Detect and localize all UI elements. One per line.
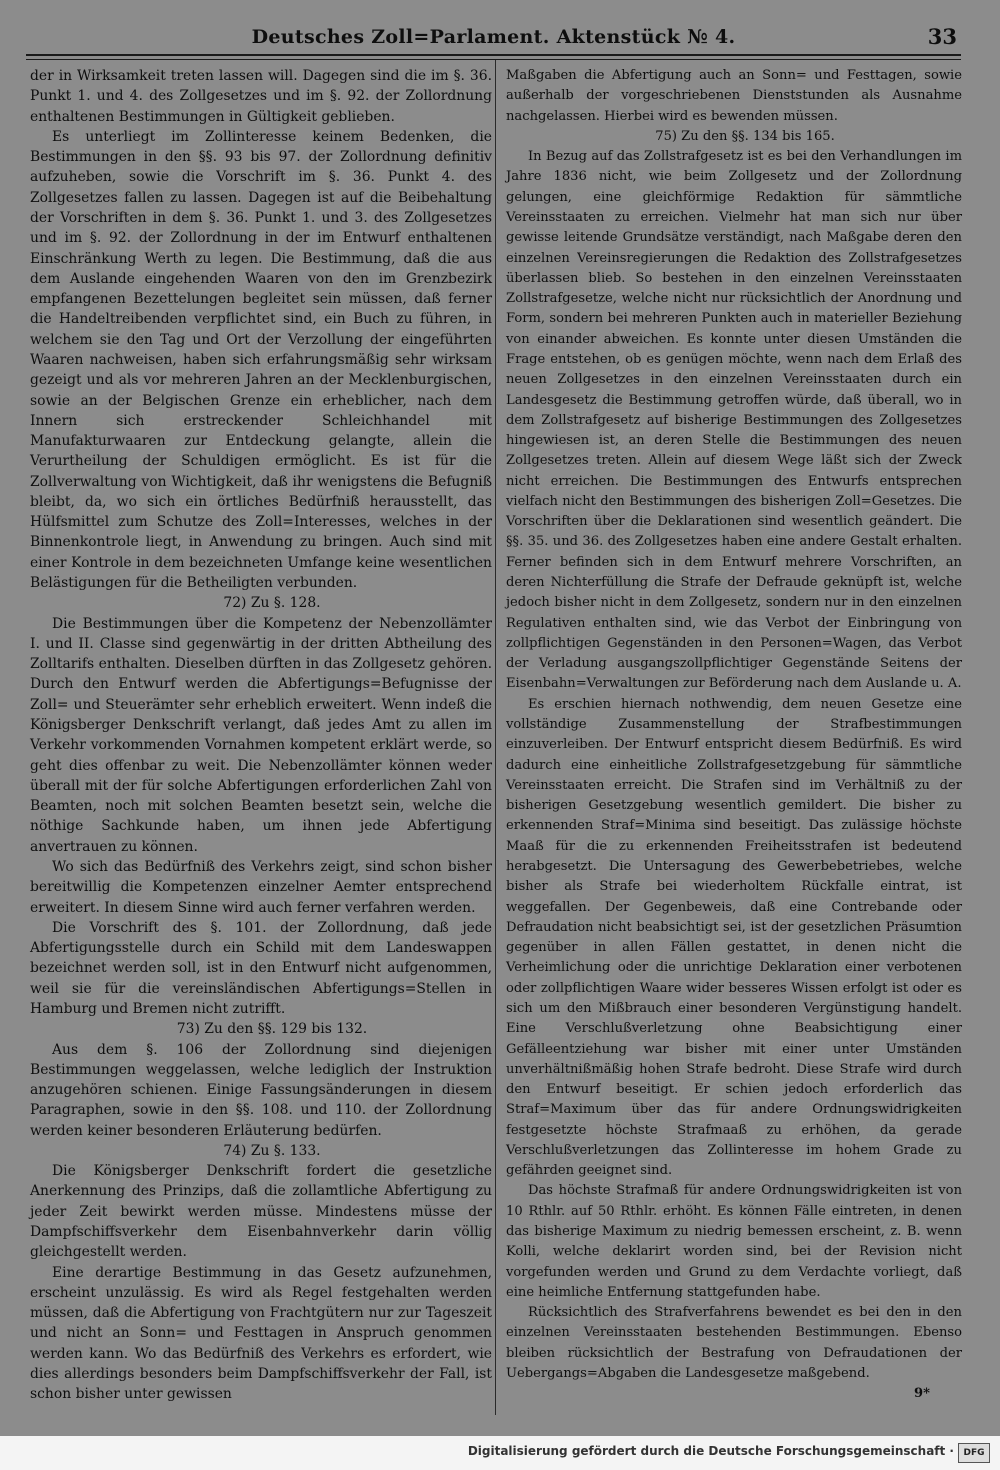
- paragraph: Aus dem §. 106 der Zollordnung sind diejenigen Bestimmungen weggelassen, welche lediglich der Instruktion anzugehören schienen. Einige Fassungsänderungen in diesem Paragraphen, sowie in den §§. 108. und 110. der Zollordnung werden keiner besonderen Erläuterung bedürfen.: [30, 1041, 492, 1139]
- paragraph: Rücksichtlich des Strafverfahrens bewendet es bei den in den einzelnen Vereinsstaaten bestehenden Bestimmungen. Ebenso bleiben rücksichtlich der Bestrafung von Defraudationen der Uebergangs=Abgaben die Landesgesetze maßgebend.: [506, 1305, 962, 1381]
- column-divider: [495, 60, 496, 1415]
- paragraph: Es erschien hiernach nothwendig, dem neuen Gesetze eine vollständige Zusammenstellung der Strafbestimmungen einzuverleiben. Der Entwurf entspricht diesem Bedürfniß. Es wird dadurch eine einheitliche Zollstrafgesetzgebung für sämmtliche Vereinsstaaten erreicht. Die Strafen sind im Verhältniß zu der bisherigen Gesetzgebung wesentlich gemildert. Die bisher zu erkennenden Straf=Minima sind beseitigt. Das zulässige höchste Maaß für die zu erkennenden Freiheitsstrafen ist bedeutend herabgesetzt. Die Untersagung des Gewerbebetriebes, welche bisher als Strafe bei wiederholtem Rückfalle eintrat, ist weggefallen. Der Gegenbeweis, daß eine Contrebande oder Defraudation nicht beabsichtigt sei, ist der gesetzlichen Präsumtion gegenüber in allen Fällen gestattet, in denen nicht die Verheimlichung oder die unrichtige Deklaration einer verbotenen oder zollpflichtigen Waare wider besseres Wissen erfolgt ist oder es sich um den Mißbrauch einer besonderen Vergünstigung handelt. Eine Verschlußverletzung ohne Beabsichtigung einer Gefälleentziehung war bisher mit einer unter Umständen unverhältnißmäßig hohen Strafe bedroht. Diese Strafe wird durch den Entwurf beseitigt. Er schien jedoch erforderlich das Straf=Maximum über das für andere Ordnungswidrigkeiten festgesetzte höchste Strafmaaß zu erhöhen, da gerade Verschlußverletzungen das Zollinteresse im hohem Grade zu gefährden geeignet sind.: [506, 696, 962, 1179]
- paragraph: Die Vorschrift des §. 101. der Zollordnung, daß jede Abfertigungsstelle durch ein Schild mit dem Landeswappen bezeichnet werden soll, ist in den Entwurf nicht aufgenommen, weil sie für die vereinsländischen Abfertigungs=Stellen in Hamburg und Bremen nicht zutrifft.: [30, 919, 492, 1017]
- section-heading: 75) Zu den §§. 134 bis 165.: [655, 128, 835, 144]
- paragraph: Die Königsberger Denkschrift fordert die gesetzliche Anerkennung des Prinzips, daß die zollamtliche Abfertigung zu jeder Zeit bewirkt werden müsse. Mindestens müsse der Dampfschiffsverkehr dem Eisenbahnverkehr darin völlig gleichgestellt werden.: [30, 1163, 492, 1261]
- paragraph: Maßgaben die Abfertigung auch an Sonn= und Festtagen, sowie außerhalb der vorgeschriebenen Dienststunden als Ausnahme nachgelassen. Hierbei wird es bewenden müssen.: [506, 68, 962, 124]
- right-column: [506, 66, 962, 1405]
- section-heading: 72) Zu §. 128.: [223, 595, 321, 612]
- section-heading: 74) Zu §. 133.: [223, 1142, 321, 1159]
- dfg-logo: DFG: [958, 1443, 990, 1463]
- paragraph: der in Wirksamkeit treten lassen will. Dagegen sind die im §. 36. Punkt 1. und 4. des Zollgesetzes und im §. 92. der Zollordnung enthaltenen Bestimmungen in Gültigkeit geblieben.: [30, 68, 492, 125]
- page-header: [26, 18, 961, 56]
- paragraph: Das höchste Strafmaß für andere Ordnungswidrigkeiten ist von 10 Rthlr. auf 50 Rthlr. erhöht. Es können Fälle eintreten, in denen das bisherige Maximum zu niedrig bemessen erscheint, z. B. wenn Kolli, welche deklarirt worden sind, bei der Revision nicht vorgefunden werden und Grund zu dem Verdachte vorliegt, daß eine heimliche Entfernung stattgefunden habe.: [506, 1183, 962, 1300]
- signature-mark: 9*: [914, 1386, 930, 1402]
- paragraph: In Bezug auf das Zollstrafgesetz ist es bei den Verhandlungen im Jahre 1836 nicht, wie beim Zollgesetz und der Zollordnung gelungen, eine gleichförmige Redaktion für sämmtliche Vereinsstaaten zu erreichen. Vielmehr hat man sich nur über gewisse leitende Grundsätze verständigt, nach Maßgabe deren den einzelnen Vereinsregierungen die Redaktion des Zollstrafgesetzes überlassen blieb. So bestehen in den einzelnen Vereinsstaaten Zollstrafgesetze, welche nicht nur rücksichtlich der Anordnung und Form, sondern bei mehreren Punkten auch in materieller Beziehung von einander abweichen. Es konnte unter diesen Umständen die Frage entstehen, ob es genügen möchte, wenn nach dem Erlaß des neuen Zollgesetzes in den einzelnen Vereinsstaaten durch ein Landesgesetz die Bestimmung getroffen würde, daß überall, wo in dem Zollstrafgesetz auf bisherige Bestimmungen des Zollgesetzes hingewiesen ist, an deren Stelle die Bestimmungen des neuen Zollgesetzes treten. Allein auf diesem Wege läßt sich der Zweck nicht erreichen. Die Bestimmungen des Entwurfs entsprechen vielfach nicht den Bestimmungen des bisherigen Zoll=Gesetzes. Die Vorschriften über die Deklarationen sind wesentlich geändert. Die §§. 35. und 36. des Zollgesetzes haben eine andere Gestalt erhalten. Ferner befinden sich in dem Entwurf mehrere Vorschriften, an deren Nichterfüllung die Strafe der Defraude geknüpft ist, welche jedoch bisher nicht in dem Zollgesetz, sondern nur in den einzelnen Regulativen enthalten sind, wie das Verbot der Einbringung von zollpflichtigen Gegenständen in den Personen=Wagen, das Verbot der Verladung ausgangszollpflichtiger Gegenstände Seitens der Eisenbahn=Verwaltungen zur Beförderung nach dem Auslande u. A.: [506, 149, 962, 692]
- paragraph: Wo sich das Bedürfniß des Verkehrs zeigt, sind schon bisher bereitwillig die Kompetenzen einzelner Aemter entsprechend erweitert. In diesem Sinne wird auch ferner verfahren werden.: [30, 858, 492, 916]
- page-title: Deutsches Zoll=Parlament. Aktenstück № 4.: [251, 26, 736, 48]
- footer-bar: [0, 1436, 1000, 1470]
- paragraph: Es unterliegt im Zollinteresse keinem Bedenken, die Bestimmungen in den §§. 93 bis 97. der Zollordnung definitiv aufzuheben, sowie die Vorschrift im §. 36. Punkt 4. des Zollgesetzes fallen zu lassen. Dagegen ist auf die Beibehaltung der Vorschriften in dem §. 36. Punkt 1. und 3. des Zollgesetzes und im §. 92. der Zollordnung in der im Entwurf enthaltenen Einschränkung Werth zu legen. Die Bestimmung, daß die aus dem Auslande eingehenden Waaren von den im Grenzbezirk empfangenen Bezettelungen begleitet sein müssen, daß ferner die Handeltreibenden verpflichtet sind, ein Buch zu führen, in welchem sie den Tag und Ort der Verzollung der eingeführten Waaren nachweisen, haben sich erfahrungsmäßig sehr wirksam gezeigt und als vor mehreren Jahren an der Mecklenburgischen, sowie an der Belgischen Grenze ein erheblicher, nach dem Innern sich erstreckender Schleichhandel mit Manufakturwaaren zur Entdeckung gelangte, allein die Verurtheilung der Schuldigen ermöglicht. Es ist für die Zollverwaltung von Wichtigkeit, daß ihr wenigstens die Befugniß bleibt, da, wo sich ein örtliches Bedürfniß herausstellt, das Hülfsmittel zum Schutze des Zoll=Interesses, welches in der Binnenkontrole liegt, in Anwendung zu bringen. Auch sind mit einer Kontrole in dem bezeichneten Umfange keine wesentlichen Belästigungen für die Betheiligten verbunden.: [30, 128, 492, 592]
- page-number: 33: [927, 24, 957, 49]
- funding-credit: Digitalisierung gefördert durch die Deutsche Forschungsgemeinschaft ·: [467, 1444, 954, 1458]
- header-rule: [26, 59, 961, 60]
- section-heading: 73) Zu den §§. 129 bis 132.: [176, 1021, 368, 1038]
- paragraph: Eine derartige Bestimmung in das Gesetz aufzunehmen, erscheint unzulässig. Es wird als Regel festgehalten werden müssen, daß die Abfertigung von Frachtgütern nur zur Tageszeit und nicht an Sonn= und Festtagen in Anspruch genommen werden kann. Wo das Bedürfniß des Verkehrs es erfordert, wie dies allerdings besonders beim Dampfschiffsverkehr der Fall, ist schon bisher unter gewissen: [30, 1264, 492, 1403]
- paragraph: Die Bestimmungen über die Kompetenz der Nebenzollämter I. und II. Classe sind gegenwärtig in der dritten Abtheilung des Zolltarifs enthalten. Dieselben dürften in das Zollgesetz gehören. Durch den Entwurf werden die Abfertigungs=Befugnisse der Zoll= und Steuerämter sehr erheblich erweitert. Wenn indeß die Königsberger Denkschrift verlangt, daß jedes Amt zu allen im Verkehr vorkommenden Vornahmen kompetent erklärt werde, so geht dies offenbar zu weit. Die Nebenzollämter können weder überall mit der für solche Abfertigungen erforderlichen Zahl von Beamten, noch mit solchen Beamten besetzt sein, welche die nöthige Sachkunde haben, um ihnen jede Abfertigung anvertrauen zu können.: [30, 615, 492, 855]
- left-column: [30, 66, 492, 1405]
